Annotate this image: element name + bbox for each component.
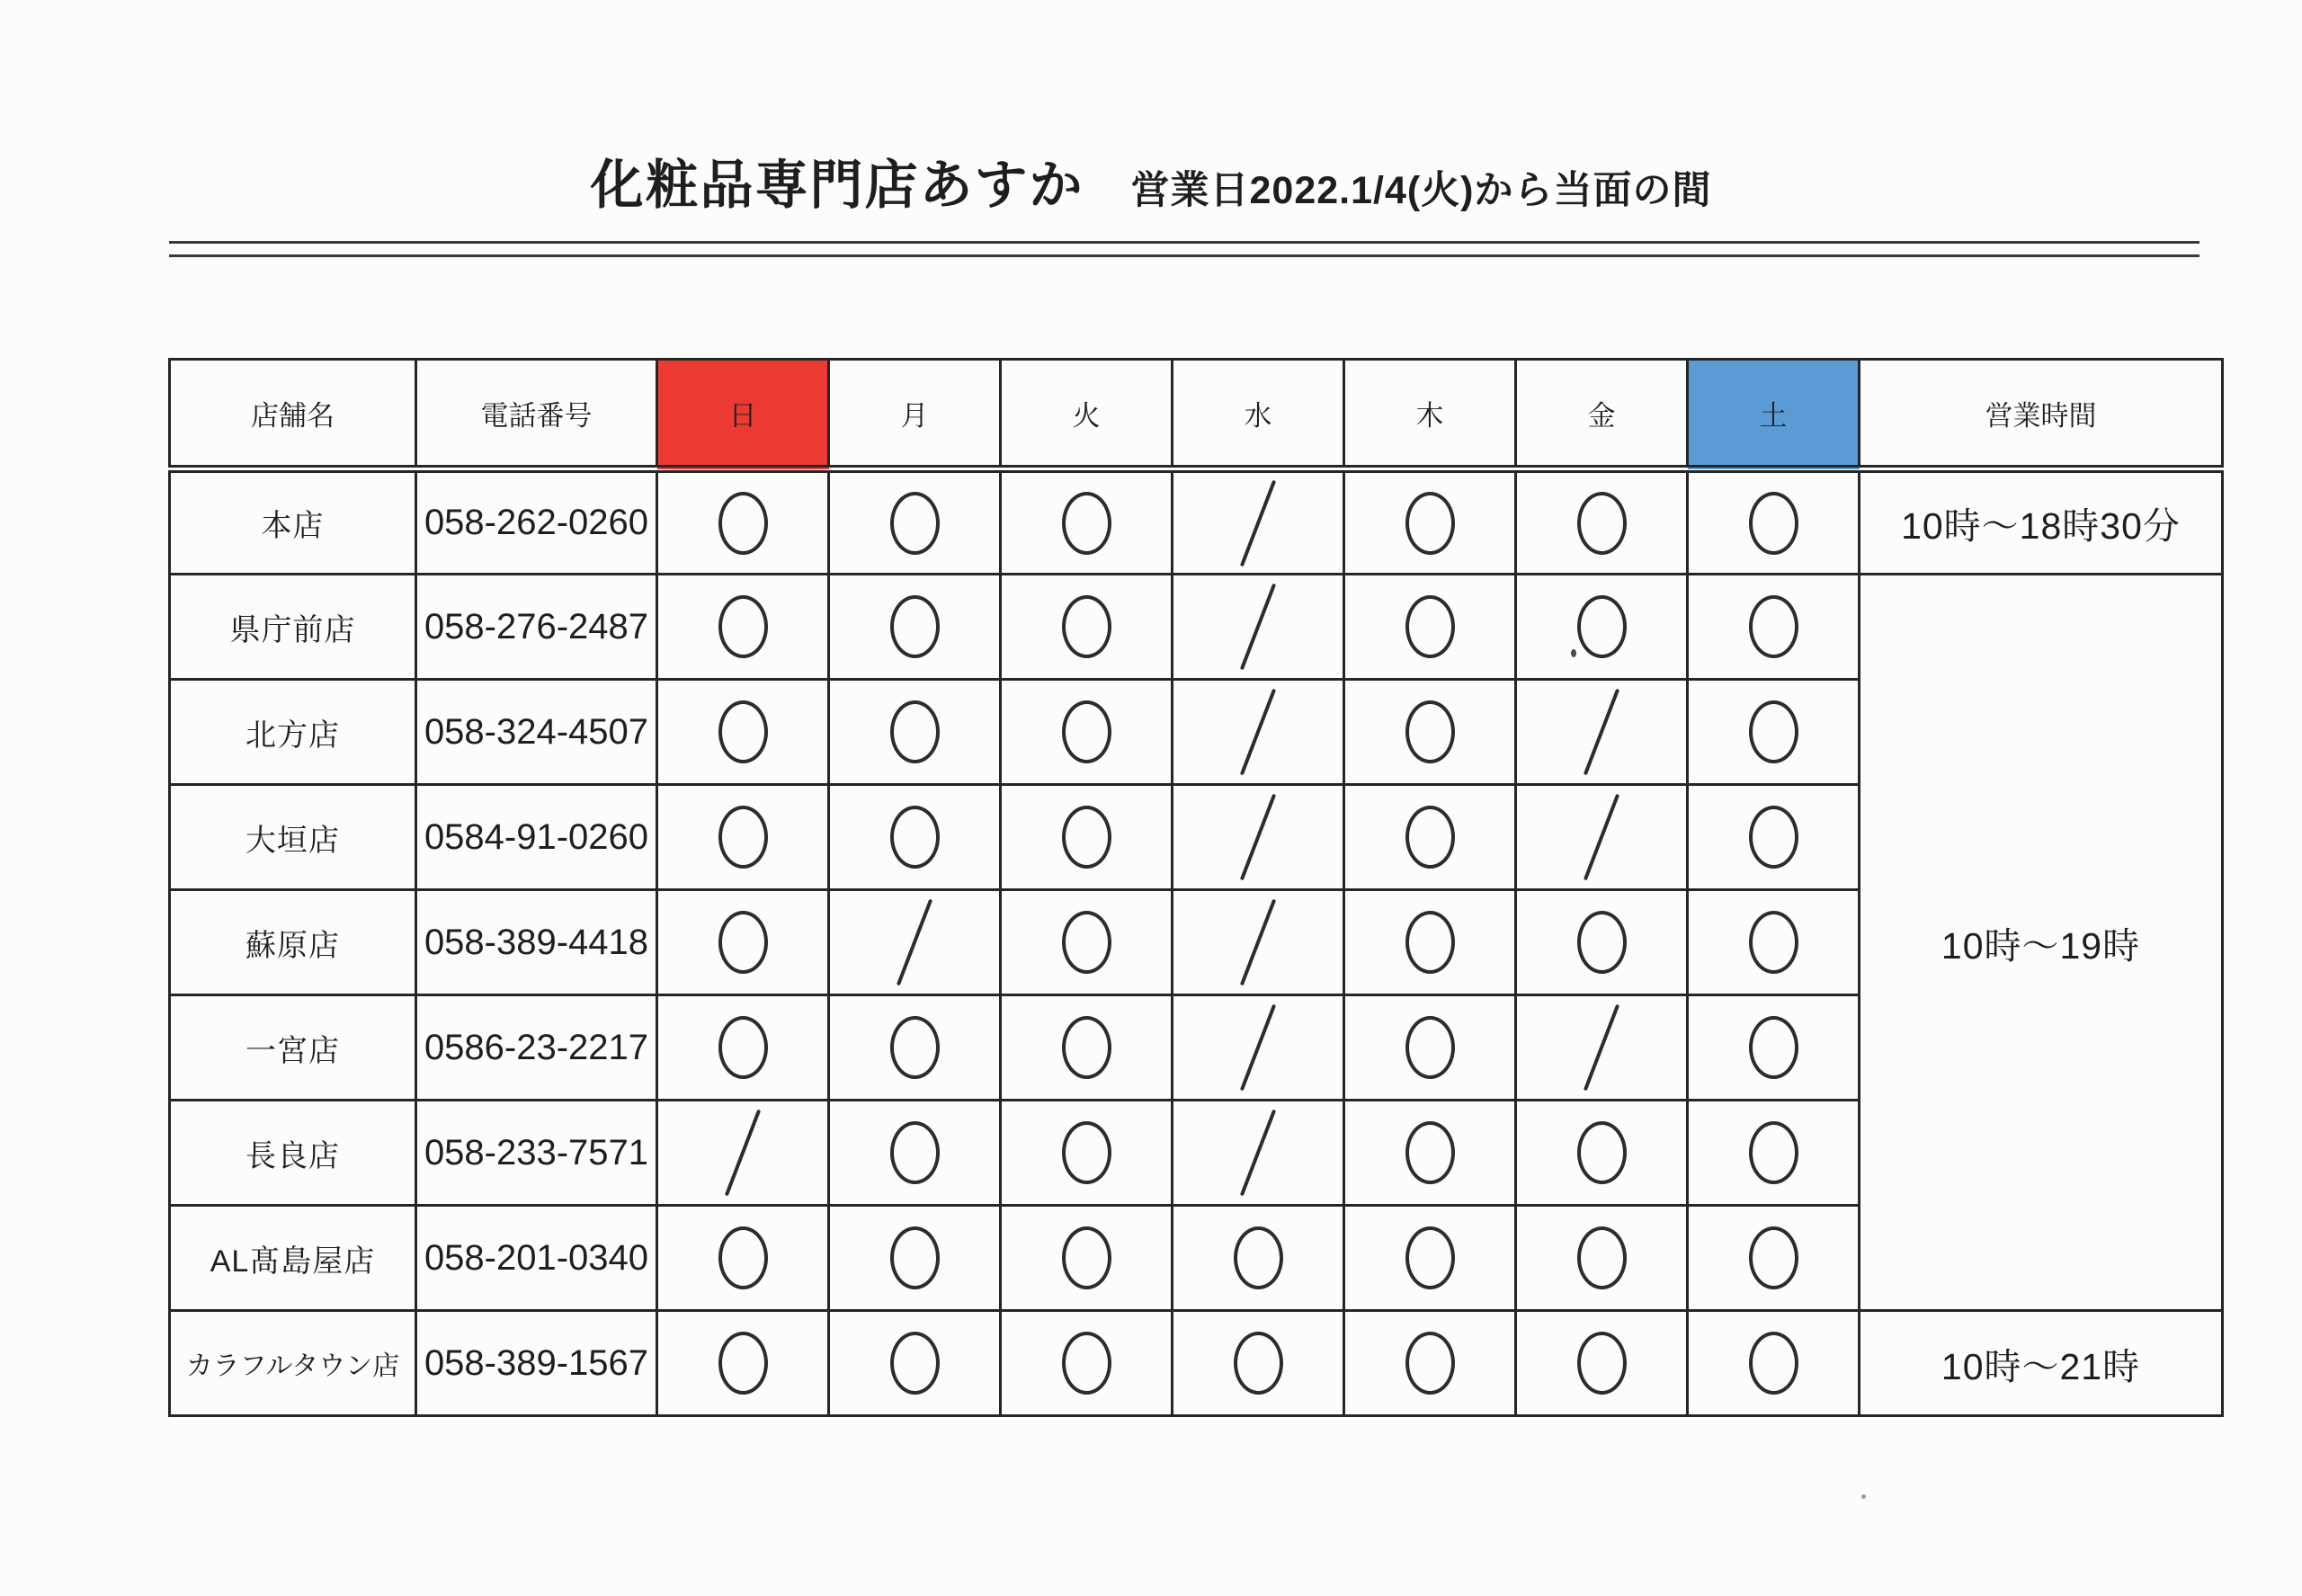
day-mark-cell [829, 1311, 1001, 1416]
day-mark-cell [1688, 785, 1860, 890]
day-mark-cell [1516, 995, 1688, 1101]
page-subtitle: 営業日2022.1/4(火)から当面の間 [1130, 169, 1712, 212]
day-mark-cell [1173, 1311, 1344, 1416]
header-business-hours: 営業時間 [1860, 360, 2223, 469]
day-mark-cell [829, 1206, 1001, 1311]
open-circle-mark [1234, 1332, 1283, 1395]
open-circle-mark [890, 1121, 940, 1184]
open-circle-mark [1577, 1121, 1627, 1184]
closed-slash-mark [897, 899, 932, 986]
open-circle-mark [1577, 1226, 1627, 1289]
day-mark-cell [1344, 890, 1516, 995]
business-hours-cell: 10時〜18時30分 [1860, 469, 2223, 575]
day-mark-cell [1516, 785, 1688, 890]
open-circle-mark [890, 1332, 940, 1395]
open-circle-mark [1062, 1016, 1111, 1079]
day-mark-cell [657, 995, 829, 1101]
day-mark-cell [1173, 680, 1344, 785]
open-circle-mark [1749, 492, 1798, 555]
day-mark-cell [657, 1311, 829, 1416]
closed-slash-mark [1240, 794, 1276, 881]
open-circle-mark [890, 806, 940, 869]
day-mark-cell [1001, 1101, 1173, 1206]
title-block [0, 142, 2302, 218]
store-name-cell: 大垣店 [170, 785, 416, 890]
closed-slash-mark [1584, 689, 1619, 776]
day-mark-cell [1688, 575, 1860, 680]
day-mark-cell [1173, 469, 1344, 575]
open-circle-mark [1405, 806, 1455, 869]
closed-slash-mark [1584, 1004, 1619, 1092]
header-day-sunday: 日 [657, 360, 829, 469]
open-circle-mark [890, 1226, 940, 1289]
day-mark-cell [829, 1101, 1001, 1206]
day-mark-cell [1173, 1206, 1344, 1311]
open-circle-mark [1749, 700, 1798, 763]
store-name-cell: 蘇原店 [170, 890, 416, 995]
day-mark-cell [1173, 785, 1344, 890]
day-mark-cell [1516, 1311, 1688, 1416]
store-name-cell: 県庁前店 [170, 575, 416, 680]
open-circle-mark [1405, 1226, 1455, 1289]
open-circle-mark [1062, 1332, 1111, 1395]
day-mark-cell [1001, 1206, 1173, 1311]
closed-slash-mark [1240, 584, 1276, 671]
header-row [170, 360, 2223, 469]
phone-number-cell: 058-389-1567 [416, 1311, 657, 1416]
open-circle-mark [1749, 1332, 1798, 1395]
phone-number-cell: 058-201-0340 [416, 1206, 657, 1311]
header-day-thursday: 木 [1344, 360, 1516, 469]
open-circle-mark [1234, 1226, 1283, 1289]
page-title: 化粧品専門店あすか [590, 156, 1084, 215]
closed-slash-mark [1240, 689, 1276, 776]
day-mark-cell [1516, 680, 1688, 785]
business-hours-merged-cell: 10時〜19時 [1860, 575, 2223, 1311]
day-mark-cell [1516, 575, 1688, 680]
day-mark-cell [1344, 1101, 1516, 1206]
day-mark-cell [1688, 1311, 1860, 1416]
day-mark-cell [1001, 1311, 1173, 1416]
day-mark-cell [1516, 469, 1688, 575]
open-circle-mark [890, 595, 940, 658]
day-mark-cell [829, 680, 1001, 785]
store-name-cell: 一宮店 [170, 995, 416, 1101]
open-circle-mark [1577, 492, 1627, 555]
header-day-saturday: 土 [1688, 360, 1860, 469]
day-mark-cell [1688, 890, 1860, 995]
phone-number-cell: 0584-91-0260 [416, 785, 657, 890]
phone-number-cell: 0586-23-2217 [416, 995, 657, 1101]
open-circle-mark [890, 700, 940, 763]
open-circle-mark [1577, 911, 1627, 974]
open-circle-mark [1405, 700, 1455, 763]
header-day-friday: 金 [1516, 360, 1688, 469]
open-circle-mark [1749, 1226, 1798, 1289]
open-circle-mark [1405, 1121, 1455, 1184]
day-mark-cell [657, 575, 829, 680]
day-mark-cell [657, 1101, 829, 1206]
day-mark-cell [1173, 890, 1344, 995]
store-name-cell: カラフルタウン店 [170, 1311, 416, 1416]
day-mark-cell [1173, 995, 1344, 1101]
day-mark-cell [829, 575, 1001, 680]
day-mark-cell [1173, 575, 1344, 680]
day-mark-cell [657, 1206, 829, 1311]
scan-artifact-dot [1571, 649, 1576, 657]
day-mark-cell [1344, 995, 1516, 1101]
open-circle-mark [718, 595, 768, 658]
day-mark-cell [657, 469, 829, 575]
open-circle-mark [1062, 911, 1111, 974]
open-circle-mark [718, 806, 768, 869]
day-mark-cell [829, 785, 1001, 890]
table-header [170, 360, 2223, 469]
day-mark-cell [1001, 469, 1173, 575]
day-mark-cell [1688, 1101, 1860, 1206]
open-circle-mark [890, 1016, 940, 1079]
phone-number-cell: 058-233-7571 [416, 1101, 657, 1206]
table-row [170, 469, 2223, 575]
open-circle-mark [1405, 595, 1455, 658]
open-circle-mark [1749, 911, 1798, 974]
open-circle-mark [1749, 1121, 1798, 1184]
open-circle-mark [718, 492, 768, 555]
business-hours-cell: 10時〜21時 [1860, 1311, 2223, 1416]
header-day-monday: 月 [829, 360, 1001, 469]
open-circle-mark [1577, 595, 1627, 658]
day-mark-cell [829, 995, 1001, 1101]
day-mark-cell [1001, 995, 1173, 1101]
open-circle-mark [1062, 492, 1111, 555]
closed-slash-mark [1240, 1110, 1276, 1197]
title-divider-rule [169, 241, 2199, 257]
day-mark-cell [1001, 680, 1173, 785]
open-circle-mark [1577, 1332, 1627, 1395]
header-day-tuesday: 火 [1001, 360, 1173, 469]
scan-artifact-dot [1861, 1494, 1866, 1499]
phone-number-cell: 058-276-2487 [416, 575, 657, 680]
open-circle-mark [718, 700, 768, 763]
open-circle-mark [1749, 806, 1798, 869]
open-circle-mark [1749, 1016, 1798, 1079]
open-circle-mark [1062, 595, 1111, 658]
day-mark-cell [1516, 1206, 1688, 1311]
day-mark-cell [657, 890, 829, 995]
day-mark-cell [1344, 1311, 1516, 1416]
phone-number-cell: 058-324-4507 [416, 680, 657, 785]
day-mark-cell [1344, 785, 1516, 890]
table-row [170, 575, 2223, 680]
header-phone-number: 電話番号 [416, 360, 657, 469]
open-circle-mark [1405, 1016, 1455, 1079]
day-mark-cell [1001, 890, 1173, 995]
open-circle-mark [1405, 1332, 1455, 1395]
day-mark-cell [1344, 469, 1516, 575]
open-circle-mark [718, 1226, 768, 1289]
open-circle-mark [1405, 492, 1455, 555]
closed-slash-mark [1240, 1004, 1276, 1092]
day-mark-cell [1173, 1101, 1344, 1206]
day-mark-cell [657, 785, 829, 890]
day-mark-cell [1001, 575, 1173, 680]
header-store-name: 店舗名 [170, 360, 416, 469]
closed-slash-mark [1240, 899, 1276, 986]
closed-slash-mark [1240, 479, 1276, 566]
day-mark-cell [1001, 785, 1173, 890]
day-mark-cell [829, 890, 1001, 995]
day-mark-cell [1344, 680, 1516, 785]
day-mark-cell [1344, 1206, 1516, 1311]
day-mark-cell [1516, 890, 1688, 995]
day-mark-cell [1688, 680, 1860, 785]
open-circle-mark [1749, 595, 1798, 658]
day-mark-cell [657, 680, 829, 785]
open-circle-mark [718, 911, 768, 974]
open-circle-mark [890, 492, 940, 555]
day-mark-cell [1688, 469, 1860, 575]
day-mark-cell [1688, 1206, 1860, 1311]
open-circle-mark [1062, 1226, 1111, 1289]
open-circle-mark [1062, 1121, 1111, 1184]
phone-number-cell: 058-262-0260 [416, 469, 657, 575]
closed-slash-mark [1584, 794, 1619, 881]
store-name-cell: 北方店 [170, 680, 416, 785]
open-circle-mark [1405, 911, 1455, 974]
open-circle-mark [1062, 806, 1111, 869]
day-mark-cell [1516, 1101, 1688, 1206]
phone-number-cell: 058-389-4418 [416, 890, 657, 995]
open-circle-mark [718, 1332, 768, 1395]
open-circle-mark [1062, 700, 1111, 763]
store-hours-tbody [170, 469, 2223, 1416]
store-hours-table [168, 358, 2224, 1417]
store-name-cell: AL髙島屋店 [170, 1206, 416, 1311]
header-day-wednesday: 水 [1173, 360, 1344, 469]
day-mark-cell [1344, 575, 1516, 680]
closed-slash-mark [725, 1110, 761, 1197]
store-name-cell: 長良店 [170, 1101, 416, 1206]
day-mark-cell [829, 469, 1001, 575]
open-circle-mark [718, 1016, 768, 1079]
table-row [170, 1311, 2223, 1416]
day-mark-cell [1688, 995, 1860, 1101]
store-name-cell: 本店 [170, 469, 416, 575]
